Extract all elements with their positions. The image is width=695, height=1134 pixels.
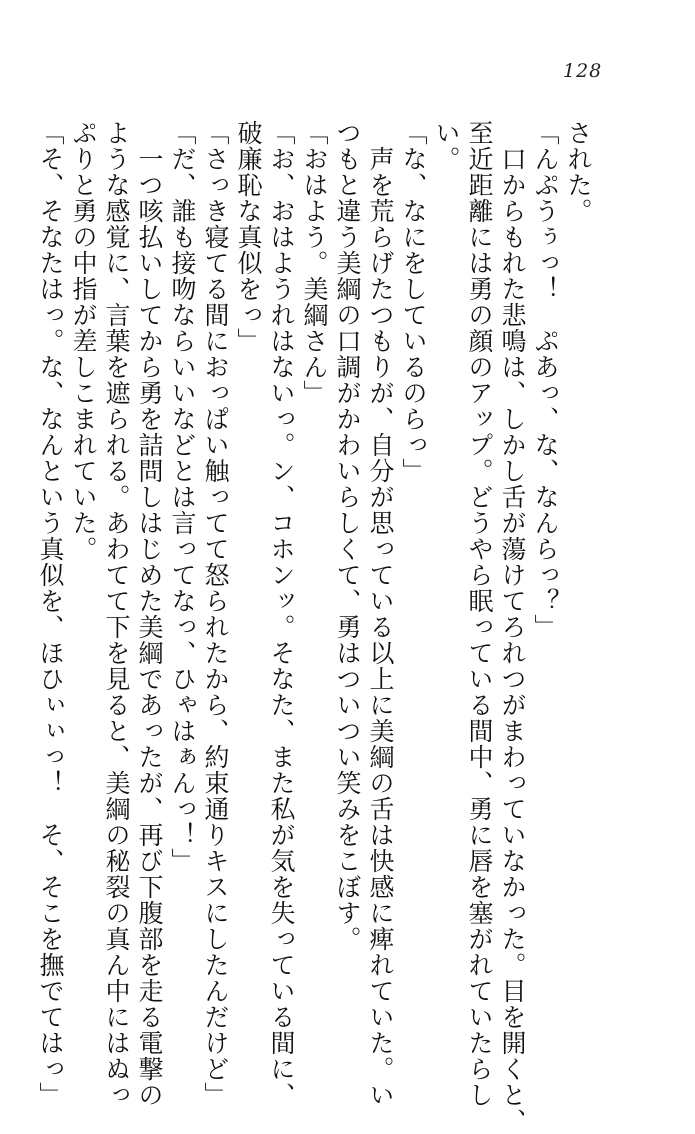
text-line: い。 [432,120,461,172]
text-line: つもと違う美綱の口調がかわいらしくて、勇はついつい笑みをこぼす。 [333,120,362,952]
text-line: ような感覚に、言葉を遮られる。あわてて下を見ると、美綱の秘裂の真ん中にはぬっ [102,120,131,1108]
text-line: 「そ、そなたはっ。な、なんという真似を、ほひぃぃっ！ そ、そこを撫でてはっ」 [36,120,65,1108]
text-line: 口からもれた悲鳴は、しかし舌が蕩けてろれつがまわっていなかった。目を開くと、 [498,120,527,1134]
text-line: 「だ、誰も接吻ならいいなどとは言ってなっ、ひゃはぁんっ！」 [168,120,197,874]
text-line: 破廉恥な真似をっ」 [234,120,263,354]
vertical-text-body [36,120,595,1134]
text-line: 「んぷうぅっ！ ぷあっ、な、なんらっ？」 [531,120,560,640]
text-line: 「お、おはようれはないっ。ン、コホンッ。そなた、また私が気を失っている間に、 [267,120,296,1108]
text-line: 至近距離には勇の顔のアップ。どうやら眠っている間中、勇に唇を塞がれていたらし [465,120,494,1108]
text-line: された。 [564,120,593,224]
text-line: 一つ咳払いしてから勇を詰問しはじめた美綱であったが、再び下腹部を走る電撃の [135,120,164,1108]
text-line: ぷりと勇の中指が差しこまれていた。 [69,120,98,562]
text-line: 「さっき寝てる間におっぱい触ってて怒られたから、約束通りキスにしたんだけど」 [201,120,230,1108]
text-line: 「な、なにをしているのらっ」 [399,120,428,484]
text-line: 声を荒らげたつもりが、自分が思っている以上に美綱の舌は快感に痺れていた。い [366,120,395,1108]
text-line: 「おはよう。美綱さん」 [300,120,329,406]
page-number: 128 [563,60,603,82]
